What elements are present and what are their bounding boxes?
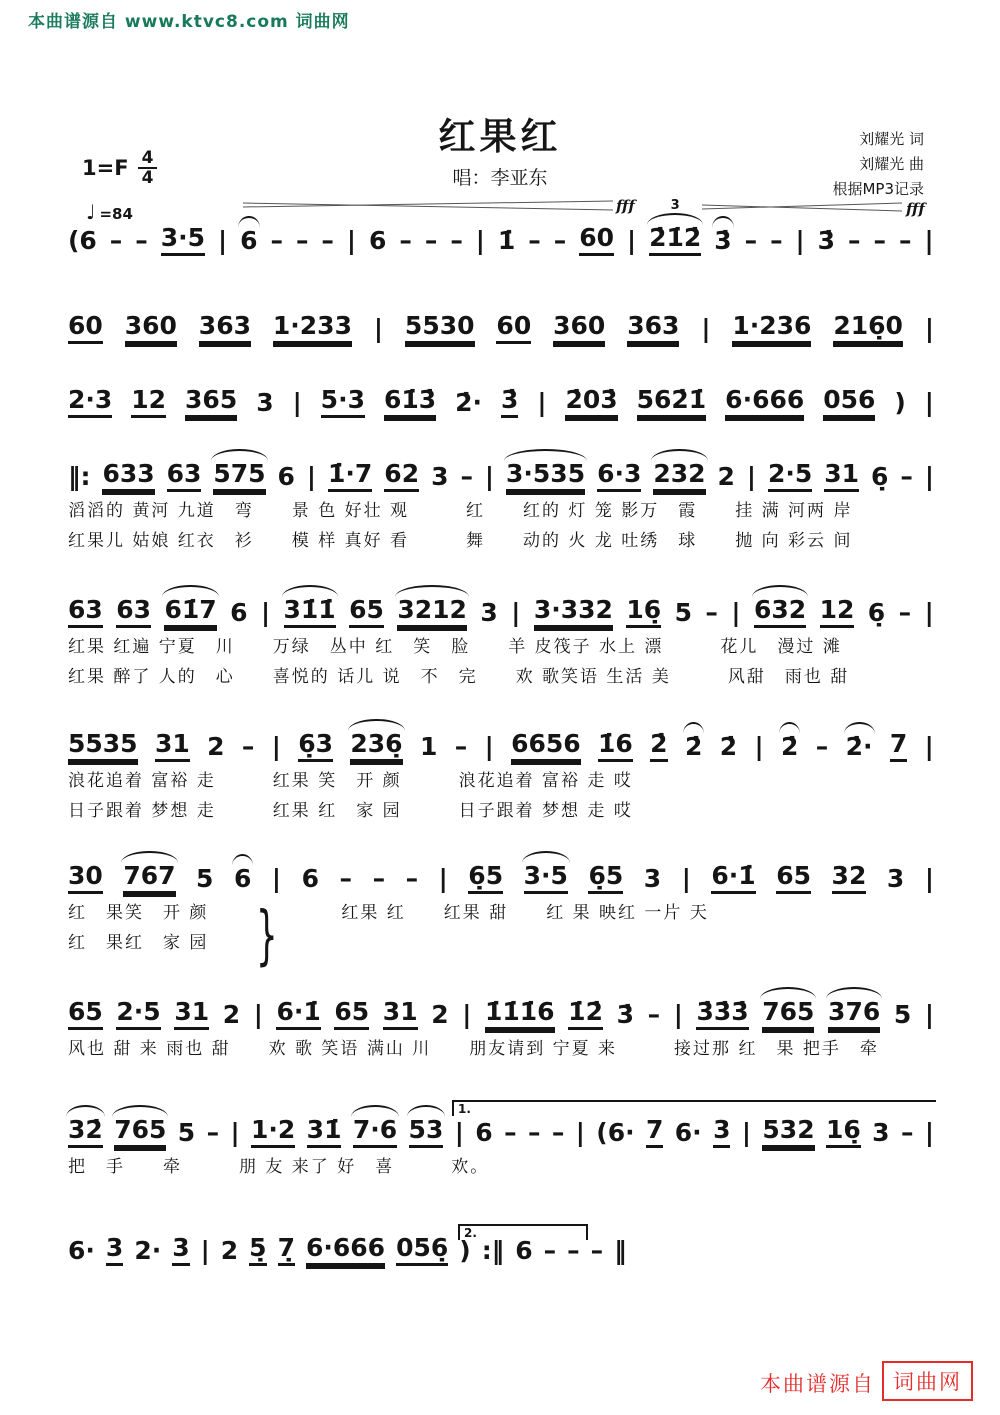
note-group: 3 — [431, 462, 449, 491]
note-group: 7·6 — [353, 1117, 397, 1148]
note-group: 63 — [167, 461, 202, 492]
note-group: 6̣3 — [298, 731, 333, 762]
lyrics-line: 浪花追着 富裕 走 红果 笑 开 颜 浪花追着 富裕 走 哎 — [68, 771, 633, 791]
note-group: – — [135, 226, 148, 255]
notation-row — [68, 374, 934, 418]
lyrics-line: 滔滔的 黄河 九道 弯 景 色 好壮 观 红 红的 灯 笼 影万 霞 挂 满 河两 岸 — [68, 501, 853, 521]
system-5 — [68, 584, 934, 688]
note-group: 60 — [68, 313, 103, 344]
note-group: 3212 — [397, 597, 467, 628]
barline: | — [306, 462, 317, 491]
note-group: 31 — [383, 999, 418, 1030]
note-group: 363 — [627, 313, 679, 344]
note-group: 3 — [643, 864, 662, 893]
key-signature — [82, 150, 157, 186]
barline: | — [741, 1118, 752, 1147]
barline: | — [537, 388, 547, 417]
note-group: 6 — [301, 864, 319, 893]
barline: | — [924, 462, 934, 491]
credit-composer: 刘耀光 曲 — [859, 155, 924, 173]
notation-row — [68, 850, 934, 894]
note-group: 6·666 — [306, 1235, 385, 1266]
barline: | — [924, 598, 934, 627]
notation-row — [68, 986, 934, 1030]
barline: | — [475, 226, 485, 255]
note-group: 63 — [116, 597, 151, 628]
note-group: 765 — [114, 1117, 166, 1148]
note-group: 1·2 — [251, 1117, 295, 1148]
barline: | — [462, 1000, 472, 1029]
note-group: – — [460, 462, 473, 491]
system-2 — [68, 300, 934, 344]
singer-line: 唱：李亚东 — [452, 167, 548, 189]
hairpin-left — [243, 199, 613, 213]
barline: | — [701, 314, 711, 343]
note-group: 3 — [713, 1117, 730, 1148]
note-group: 2 — [207, 732, 225, 761]
time-signature — [138, 150, 158, 186]
lyrics-line: 红 果红 家 园 — [68, 933, 209, 953]
note-group: (6 — [68, 226, 97, 255]
note-group: 232 — [653, 461, 705, 492]
note-group: 3 — [480, 598, 498, 627]
note-group: 31̇1̇ — [284, 597, 336, 628]
note-group: 3̇ — [714, 226, 732, 255]
note-group: 63 — [68, 597, 103, 628]
volta-bracket-2: 2. — [458, 1224, 588, 1240]
note-group: 3 — [172, 1235, 189, 1266]
volta-bracket-1: 1. — [452, 1100, 936, 1116]
tempo-value: =84 — [99, 205, 133, 223]
note-group: 1 — [419, 732, 438, 761]
lyrics-line: 红 果笑 开 颜 红果 红 红果 甜 红 果 映红 一片 天 — [68, 903, 709, 923]
note-group: 6̣5 — [468, 863, 503, 894]
note-group: 1·233 — [273, 313, 352, 344]
barline: | — [746, 462, 756, 491]
tuplet-number: 3 — [670, 198, 680, 213]
note-group: 532 — [762, 1117, 814, 1148]
lyrics-line: 风也 甜 来 雨也 甜 欢 歌 笑语 满山 川 朋友请到 宁夏 来 接过那 红 果 把手 牵 — [68, 1039, 879, 1059]
note-group: 2 — [431, 1000, 449, 1029]
system-6 — [68, 718, 934, 822]
note-group: 5535 — [68, 731, 138, 762]
note-group: – — [454, 732, 468, 761]
system-4 — [68, 448, 934, 552]
note-group: 6 — [277, 462, 295, 491]
note-group: 62 — [384, 461, 419, 492]
barline: | — [484, 732, 494, 761]
note-group: 6 — [230, 598, 248, 627]
note-group: 575 — [213, 461, 265, 492]
system-3 — [68, 374, 934, 418]
note-group: 6·1̇ — [276, 999, 320, 1030]
note-group: 216̣0 — [833, 313, 903, 344]
note-group: 65 — [334, 999, 369, 1030]
note-group: 3·535 — [506, 461, 585, 492]
barline: :‖ — [481, 1236, 505, 1265]
note-group: 12 — [820, 597, 855, 628]
barline: ) — [894, 388, 906, 417]
note-group: 1·236 — [732, 313, 811, 344]
note-group: – — [399, 226, 412, 255]
barline: | — [373, 314, 384, 343]
note-group: 1̇2̇ — [568, 999, 603, 1030]
note-group: 7 — [646, 1117, 663, 1148]
barline: | — [230, 1118, 240, 1147]
note-group: 5 — [177, 1118, 196, 1147]
barline: | — [346, 226, 357, 255]
note-group: – — [647, 1000, 661, 1029]
lyrics-brace: } — [256, 898, 278, 974]
note-group: 7̣ — [278, 1235, 295, 1266]
note-group: 767 — [123, 863, 175, 894]
note-group: 7 — [890, 731, 907, 762]
barline: | — [924, 864, 934, 893]
notation-row — [68, 300, 934, 344]
barline: | — [271, 732, 281, 761]
note-group: 2· — [134, 1236, 162, 1265]
note-group: 31 — [824, 461, 859, 492]
note-group: – — [815, 732, 829, 761]
barline: | — [200, 1236, 210, 1265]
notation-row — [68, 718, 934, 762]
note-group: 3̇3̇3̇ — [696, 999, 748, 1030]
note-group: 6· — [68, 1236, 95, 1265]
barline: | — [438, 864, 448, 893]
note-group: – — [898, 598, 912, 627]
note-group: 6 — [369, 226, 387, 255]
note-group: 2 — [220, 1236, 239, 1265]
dynamic-fff-left: fff — [616, 197, 635, 215]
note-group: 53 — [409, 1117, 444, 1148]
note-group: – — [424, 226, 438, 255]
barline: | — [253, 1000, 263, 1029]
note-group: 3·5 — [161, 225, 205, 256]
note-group: – — [450, 226, 463, 255]
note-group: 61̇3̇ — [384, 387, 436, 418]
note-group: 2·5 — [768, 461, 812, 492]
note-group: – — [405, 864, 419, 893]
note-group: – — [567, 1236, 580, 1265]
note-group: 1̇1̇1̇6 — [485, 999, 555, 1030]
barline: | — [292, 388, 302, 417]
note-group: 1̇ — [497, 226, 516, 255]
note-group: 12 — [131, 387, 166, 418]
note-group: 363 — [199, 313, 251, 344]
note-group: – — [848, 226, 861, 255]
note-group: 31 — [174, 999, 209, 1030]
barline: | — [626, 226, 637, 255]
note-group: – — [900, 462, 913, 491]
barline: | — [924, 226, 934, 255]
note-group: 1̇·7 — [328, 461, 372, 492]
barline: ‖: — [68, 462, 91, 491]
barline: | — [575, 1118, 585, 1147]
note-group: 632 — [754, 597, 806, 628]
note-group: 6656 — [511, 731, 581, 762]
note-group: 5 — [196, 864, 214, 893]
note-group: 2·5 — [116, 999, 160, 1030]
note-group: 2̇· — [455, 388, 482, 417]
note-group: 6̣ — [867, 598, 886, 627]
note-group: – — [109, 226, 123, 255]
note-group: 3·5 — [524, 863, 568, 894]
note-group: 61̇7 — [164, 597, 216, 628]
note-group: 1̇6 — [598, 731, 633, 762]
note-group: 056̣ — [396, 1235, 448, 1266]
note-group: – — [770, 226, 783, 255]
note-group: – — [528, 226, 541, 255]
note-group: 2·3 — [68, 387, 112, 418]
note-group: 2̇ — [719, 732, 738, 761]
notation-row — [68, 448, 934, 492]
song-title: 红果红 — [438, 115, 562, 158]
barline: | — [511, 598, 521, 627]
barline: | — [673, 1000, 683, 1029]
note-group: 3̇ — [501, 387, 518, 418]
system-7 — [68, 850, 934, 954]
note-group: – — [527, 1118, 541, 1147]
note-group: 6̣ — [871, 462, 889, 491]
note-group: 16̣ — [826, 1117, 861, 1148]
note-group: – — [898, 226, 912, 255]
note-group: 60 — [496, 313, 531, 344]
system-8 — [68, 986, 934, 1060]
note-group: 2 — [222, 1000, 241, 1029]
barline: | — [795, 226, 805, 255]
note-group: 5 — [674, 598, 692, 627]
notation-row — [68, 584, 934, 628]
note-group: 32̇ — [68, 1117, 103, 1148]
note-group: 16̣ — [626, 597, 661, 628]
note-group: 3 — [256, 388, 274, 417]
note-group: – — [372, 864, 386, 893]
note-group: 3 — [886, 864, 905, 893]
barline: | — [924, 1118, 934, 1147]
note-group: 60 — [579, 225, 614, 256]
time-lower: 4 — [141, 168, 154, 188]
credit-source-note: 根据MP3记录 — [832, 180, 924, 198]
note-group: 3 — [872, 1118, 890, 1147]
note-group: 360 — [125, 313, 177, 344]
quarter-note-icon: ♩ — [86, 200, 96, 224]
note-group: 30 — [68, 863, 103, 894]
note-group: 6̣5 — [588, 863, 623, 894]
barline: | — [731, 598, 741, 627]
note-group: 6 — [240, 226, 258, 255]
barline: | — [924, 732, 934, 761]
note-group: 3·332 — [534, 597, 613, 628]
note-group: 056 — [823, 387, 875, 418]
note-group: – — [705, 598, 718, 627]
footer-site-badge: 词曲网 — [882, 1361, 973, 1401]
note-group: – — [551, 1118, 565, 1147]
note-group: 633 — [102, 461, 154, 492]
barline: | — [681, 864, 691, 893]
note-group: 3̇ — [817, 226, 836, 255]
note-group: – — [295, 226, 309, 255]
barline: | — [260, 598, 271, 627]
footer-source-text: 本曲谱源自 — [760, 1372, 875, 1396]
time-upper: 4 — [138, 150, 158, 169]
lyrics-line: 日子跟着 梦想 走 红果 红 家 园 日子跟着 梦想 走 哎 — [68, 801, 633, 821]
note-group: 6·1̇ — [711, 863, 755, 894]
lyrics-line: 红果 醉了 人的 心 喜悦的 话儿 说 不 完 欢 歌笑语 生活 美 风甜 雨也 甜 — [68, 667, 850, 687]
top-watermark: 本曲谱源自 www.ktvc8.com 词曲网 — [28, 12, 350, 32]
note-group: – — [321, 226, 334, 255]
barline: | — [271, 864, 282, 893]
note-group: – — [339, 864, 353, 893]
note-group: 5·3 — [321, 387, 365, 418]
note-group: 65 — [349, 597, 384, 628]
barline: | — [484, 462, 495, 491]
note-group: 6·666 — [725, 387, 804, 418]
note-group: – — [900, 1118, 914, 1147]
barline: ) — [459, 1236, 471, 1265]
barline: | — [454, 1118, 464, 1147]
note-group: 65 — [776, 863, 811, 894]
note-group: – — [270, 226, 283, 255]
note-group: 365 — [185, 387, 237, 418]
note-group: (6· — [596, 1118, 635, 1147]
note-group: 765 — [762, 999, 814, 1030]
note-group: 6· — [674, 1118, 702, 1147]
barline: | — [924, 388, 934, 417]
note-group: 2̇ — [684, 732, 703, 761]
note-group: 2̇1̇2̇ 3 — [649, 225, 701, 256]
note-group: 6 — [515, 1236, 533, 1265]
note-group: 236̣ — [350, 731, 402, 762]
note-group: 5̣ — [249, 1235, 266, 1266]
note-group: 65 — [68, 999, 103, 1030]
note-group: – — [590, 1236, 604, 1265]
note-group: 360 — [553, 313, 605, 344]
barline: | — [924, 314, 934, 343]
note-group: 6·3 — [597, 461, 641, 492]
note-group: 6 — [475, 1118, 493, 1147]
note-group: 31̇ — [307, 1117, 342, 1148]
lyrics-line: 把 手 牵 朋 友 来了 好 喜 欢。 — [68, 1157, 490, 1177]
note-group: 32 — [832, 863, 867, 894]
note-group: – — [504, 1118, 517, 1147]
note-group: 2̇ — [650, 731, 667, 762]
key-label: 1=F — [82, 156, 129, 180]
note-group: 5530 — [405, 313, 475, 344]
lyrics-line: 红果 红遍 宁夏 川 万绿 丛中 红 笑 脸 羊 皮筏子 水上 漂 花儿 漫过 滩 — [68, 637, 842, 657]
credit-lyricist: 刘耀光 词 — [859, 130, 924, 148]
note-group: – — [553, 226, 567, 255]
note-group: 2 — [717, 462, 735, 491]
note-group: 376 — [828, 999, 880, 1030]
note-group: 2̇· — [845, 732, 873, 761]
note-group: – — [241, 732, 255, 761]
credits-block — [832, 127, 924, 202]
note-group: 2̇03̇ — [565, 387, 617, 418]
note-group: – — [206, 1118, 220, 1147]
note-group: – — [873, 226, 886, 255]
note-group: 2̇ — [780, 732, 799, 761]
lyrics-line: 红果儿 姑娘 红衣 衫 模 样 真好 看 舞 动的 火 龙 吐绣 球 抛 向 彩云 间 — [68, 531, 853, 551]
note-group: 562̇1̇ — [637, 387, 707, 418]
barline: ‖ — [614, 1236, 627, 1265]
note-group: – — [543, 1236, 557, 1265]
note-group: 5 — [893, 1000, 912, 1029]
note-group: 3 — [106, 1235, 123, 1266]
barline: | — [218, 226, 228, 255]
note-group: 6 — [233, 864, 252, 893]
dynamic-fff-right: fff — [906, 200, 925, 218]
barline: | — [754, 732, 764, 761]
note-group: – — [744, 226, 758, 255]
barline: | — [924, 1000, 934, 1029]
note-group: 3̇ — [616, 1000, 634, 1029]
note-group: 31 — [155, 731, 190, 762]
